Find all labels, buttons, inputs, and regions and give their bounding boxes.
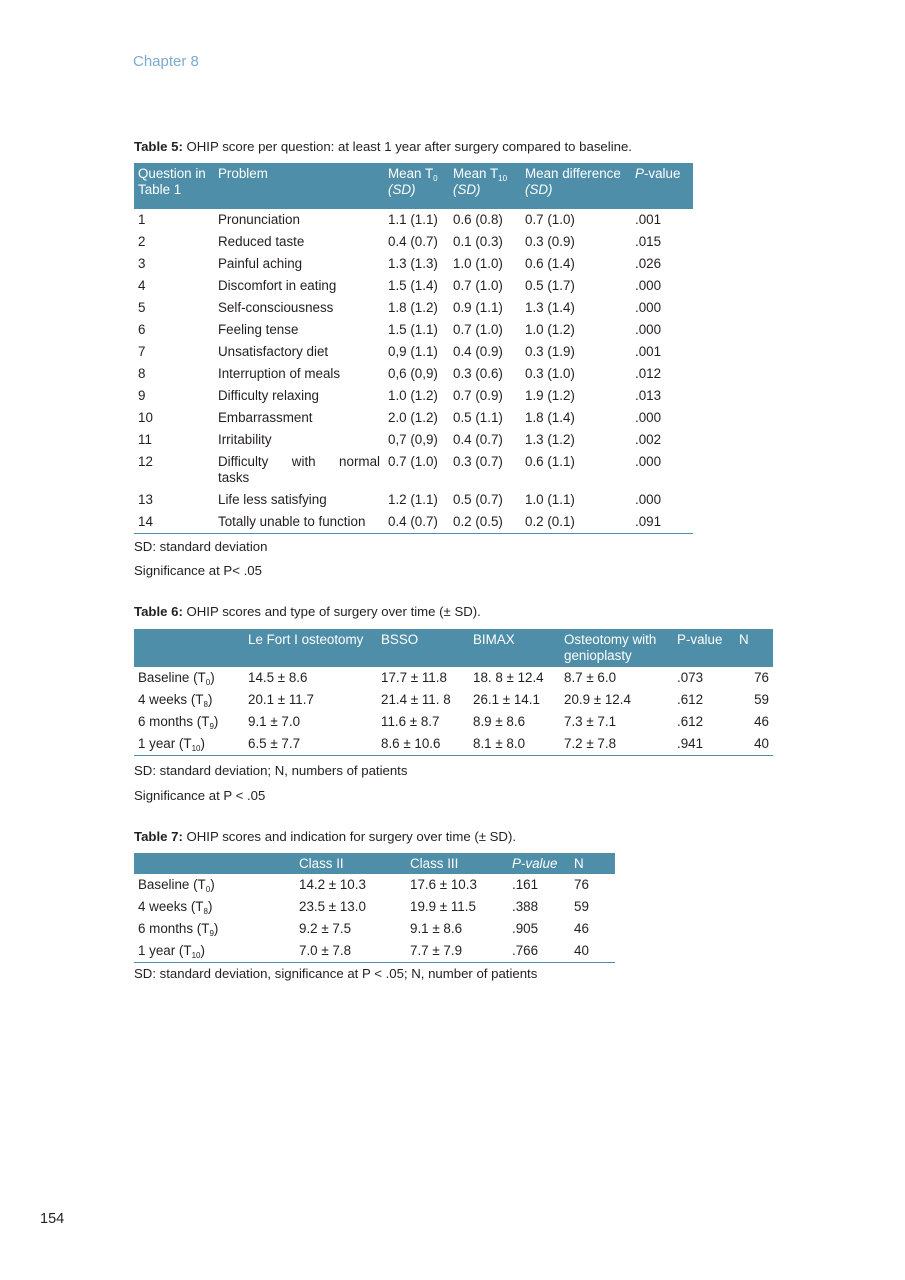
problem-cell (214, 489, 384, 511)
question-number: 6 (138, 322, 146, 337)
table5-header-mean-t10-text: Mean T (453, 166, 499, 181)
class-ii-value: 9.2 ± 7.5 (299, 921, 352, 936)
table5-header-mean-t0-sub: 0 (433, 174, 438, 183)
table6-note-significance: Significance at P < .05 (134, 788, 266, 803)
class-ii-value: 14.2 ± 10.3 (299, 877, 366, 892)
table5-header-mean-t10-sd: (SD) (453, 182, 481, 197)
table5-header-mean-diff-text: Mean difference (525, 166, 621, 181)
mean-t10-value: 0.3 (0.6) (453, 366, 503, 381)
bsso-value: 17.7 ± 11.8 (381, 670, 447, 685)
class-iii-value: 19.9 ± 11.5 (410, 899, 476, 914)
table7-header-row (134, 853, 615, 874)
mean-difference-value: 1.0 (1.1) (525, 492, 575, 507)
mean-difference-value: 1.3 (1.2) (525, 432, 575, 447)
time-label-sub: 8 (203, 907, 208, 916)
table5-note-significance: Significance at P< .05 (134, 563, 262, 578)
mean-difference-value: 1.0 (1.2) (525, 322, 575, 337)
table7-header-p-value: P-value (508, 853, 570, 874)
mean-t0-value: 1.2 (1.1) (388, 492, 438, 507)
question-number: 2 (138, 234, 146, 249)
problem-cell (214, 209, 384, 231)
table-row (134, 231, 693, 253)
mean-difference-value: 0.3 (1.0) (525, 366, 575, 381)
mean-t0-value: 2.0 (1.2) (388, 410, 438, 425)
table5-header-mean-diff (521, 163, 631, 209)
mean-t0-value: 0.4 (0.7) (384, 511, 449, 533)
n-value: 46 (574, 921, 589, 936)
table5-header-problem: Problem (214, 163, 384, 209)
question-number: 11 (138, 432, 152, 447)
class-ii-value: 23.5 ± 13.0 (299, 899, 366, 914)
problem-text: Discomfort in eating (218, 278, 337, 293)
question-number: 7 (138, 344, 146, 359)
problem-cell (214, 253, 384, 275)
time-label-text: 1 year (T (138, 943, 192, 958)
mean-t0-value: 1.0 (1.2) (388, 388, 438, 403)
table-row (134, 385, 693, 407)
table6-header-empty (134, 629, 244, 667)
question-number: 3 (138, 256, 146, 271)
p-value: .941 (673, 733, 735, 755)
time-label-sub: 0 (205, 678, 211, 687)
time-label: 6 months $(T_9)$ (138, 714, 219, 731)
problem-text: Irritability (218, 432, 272, 447)
table-row (134, 407, 693, 429)
p-value: .013 (635, 388, 662, 403)
table5-header-question: Question in Table 1 (134, 163, 214, 209)
n-value: 59 (754, 692, 769, 707)
mean-t10-value: 0.7 (0.9) (453, 388, 503, 403)
problem-cell (214, 341, 384, 363)
time-label: 1 year $(T_{10})$ (134, 940, 295, 962)
time-label-sub: 0 (205, 885, 211, 894)
table-row (134, 940, 615, 962)
table5-header-mean-diff-sd: (SD) (525, 182, 553, 197)
question-number: 12 (138, 454, 153, 469)
problem-cell (214, 511, 384, 533)
genioplasty-value: 7.3 ± 7.1 (564, 714, 617, 729)
problem-text: Painful aching (218, 256, 303, 271)
problem-text: Reduced taste (218, 234, 305, 249)
mean-difference-value: 1.9 (1.2) (525, 388, 575, 403)
table7 (134, 853, 615, 963)
table6-header-bsso: BSSO (377, 629, 469, 667)
table7-caption (134, 829, 516, 844)
mean-t10-value: 0.4 (0.9) (453, 344, 503, 359)
table6-note-sd: SD: standard deviation; N, numbers of patients (134, 763, 408, 778)
table-row (134, 429, 693, 451)
table6-header-row (134, 629, 773, 667)
question-number: 1 (138, 212, 146, 227)
mean-t0-value: 0,6 (0,9) (388, 366, 438, 381)
p-value: .015 (635, 234, 662, 249)
page-number: 154 (40, 1211, 65, 1227)
time-label-text: Baseline (T (138, 670, 206, 685)
mean-t0-value: 0,9 (1.1) (388, 344, 438, 359)
table5 (134, 163, 693, 534)
problem-cell (214, 407, 384, 429)
time-label: 1 year $(T_{10})$ (134, 733, 244, 755)
p-value: .002 (635, 432, 662, 447)
table7-header-n: N (570, 853, 615, 874)
mean-t0-value: 1.3 (1.3) (388, 256, 438, 271)
problem-cell (214, 429, 384, 451)
problem-cell (214, 297, 384, 319)
table7-header-class-ii: Class II (295, 853, 406, 874)
lefort-value: 6.5 ± 7.7 (244, 733, 377, 755)
mean-t10-value: 0.7 (1.0) (453, 278, 503, 293)
n-value: 59 (574, 899, 589, 914)
chapter-title: Chapter 8 (133, 53, 199, 70)
problem-text-continued: tasks (218, 470, 250, 485)
table5-caption-text: OHIP score per question: at least 1 year after surgery compared to baseline. (182, 139, 632, 154)
table-row (134, 511, 693, 533)
question-number: 8 (138, 366, 146, 381)
time-label: Baseline $(T_0)$ (138, 877, 215, 894)
question-number: 5 (138, 300, 146, 315)
mean-t0-value: 1.5 (1.4) (388, 278, 438, 293)
mean-difference-value: 0.5 (1.7) (525, 278, 575, 293)
table6-header-bimax: BIMAX (469, 629, 560, 667)
problem-cell (214, 275, 384, 297)
genioplasty-value: 8.7 ± 6.0 (564, 670, 617, 685)
time-label: Baseline $(T_0)$ (138, 670, 215, 687)
class-iii-value: 9.1 ± 8.6 (410, 921, 463, 936)
p-value: .091 (631, 511, 693, 533)
table-row (134, 874, 615, 896)
table-row (134, 489, 693, 511)
bsso-value: 21.4 ± 11. 8 (381, 692, 451, 707)
table-row (134, 711, 773, 733)
bimax-value: 8.1 ± 8.0 (469, 733, 560, 755)
table-row (134, 275, 693, 297)
table-row (134, 689, 773, 711)
time-label-sub: 10 (191, 744, 201, 753)
question-number: 13 (138, 492, 153, 507)
mean-difference-value: 1.8 (1.4) (525, 410, 575, 425)
problem-cell (214, 319, 384, 341)
table-row (134, 209, 693, 231)
p-value: .000 (635, 278, 662, 293)
table5-header-mean-t10 (449, 163, 521, 209)
table5-caption-label: Table 5: (134, 139, 183, 154)
mean-difference-value: 0.3 (1.9) (525, 344, 575, 359)
mean-t0-value: 0,7 (0,9) (388, 432, 438, 447)
p-value: .161 (512, 877, 539, 892)
mean-t10-value: 0.5 (0.7) (453, 492, 503, 507)
table7-caption-label: Table 7: (134, 829, 183, 844)
p-value: .012 (635, 366, 662, 381)
question-number: 10 (138, 410, 153, 425)
problem-cell (214, 231, 384, 253)
table6-header-n: N (735, 629, 773, 667)
p-value: .000 (635, 322, 662, 337)
problem-text: Life less satisfying (218, 492, 327, 507)
lefort-value: 14.5 ± 8.6 (248, 670, 308, 685)
mean-t10-value: 0.9 (1.1) (453, 300, 503, 315)
table6-header-p-value: P-value (673, 629, 735, 667)
time-label-sub: 9 (209, 722, 214, 731)
time-label-text: 1 year (T (138, 736, 192, 751)
mean-t0-value: 1.5 (1.1) (388, 322, 438, 337)
bimax-value: 18. 8 ± 12.4 (473, 670, 544, 685)
mean-t10-value: 0.2 (0.5) (449, 511, 521, 533)
table5-caption (134, 139, 632, 154)
table7-note: SD: standard deviation, significance at P < .05; N, number of patients (134, 966, 538, 981)
table6-caption (134, 604, 481, 619)
table6 (134, 629, 773, 756)
mean-difference-value: 0.6 (1.1) (525, 454, 575, 469)
table5-header-p-italic: P (635, 166, 644, 181)
mean-t10-value: 1.0 (1.0) (453, 256, 503, 271)
table5-note-sd: SD: standard deviation (134, 539, 268, 554)
mean-difference-value: 1.3 (1.4) (525, 300, 575, 315)
table5-header-mean-t10-sub: 10 (498, 174, 508, 183)
mean-t10-value: 0.4 (0.7) (453, 432, 503, 447)
p-value: .000 (635, 410, 662, 425)
time-label-text: 4 weeks (T (138, 899, 204, 914)
bsso-value: 8.6 ± 10.6 (377, 733, 469, 755)
table5-header-mean-t0-text: Mean T (388, 166, 434, 181)
time-label-sub: 8 (203, 700, 208, 709)
table-row (134, 363, 693, 385)
table-row (134, 297, 693, 319)
table7-caption-text: OHIP scores and indication for surgery over time (± SD). (182, 829, 516, 844)
table-row (134, 896, 615, 918)
genioplasty-value: 20.9 ± 12.4 (564, 692, 631, 707)
p-value: .388 (512, 899, 539, 914)
problem-text: Feeling tense (218, 322, 299, 337)
table5-header-p-value (631, 163, 693, 209)
class-iii-value: 7.7 ± 7.9 (406, 940, 508, 962)
time-label-text: 6 months (T (138, 714, 210, 729)
problem-text: Interruption of meals (218, 366, 341, 381)
mean-t10-value: 0.5 (1.1) (453, 410, 503, 425)
problem-text: Pronunciation (218, 212, 300, 227)
table6-caption-text: OHIP scores and type of surgery over time (± SD). (182, 604, 481, 619)
mean-t0-value: 0.4 (0.7) (388, 234, 438, 249)
table-row (134, 253, 693, 275)
mean-t0-value: 1.1 (1.1) (388, 212, 438, 227)
table7-header-class-iii: Class III (406, 853, 508, 874)
question-number: 4 (138, 278, 146, 293)
table-row (134, 341, 693, 363)
p-value: .001 (635, 344, 662, 359)
mean-t0-value: 0.7 (1.0) (388, 454, 438, 469)
time-label-text: 4 weeks (T (138, 692, 204, 707)
mean-t10-value: 0.1 (0.3) (453, 234, 503, 249)
problem-text: Difficulty relaxing (218, 388, 319, 403)
p-value: .905 (512, 921, 539, 936)
table-row (134, 451, 693, 489)
n-value: 40 (570, 940, 615, 962)
mean-t10-value: 0.3 (0.7) (453, 454, 503, 469)
p-value: .000 (635, 492, 662, 507)
mean-difference-value: 0.7 (1.0) (525, 212, 575, 227)
p-value: .000 (635, 300, 662, 315)
table5-header-mean-t0 (384, 163, 449, 209)
table5-header-mean-t0-sd: (SD) (388, 182, 416, 197)
bsso-value: 11.6 ± 8.7 (381, 714, 440, 729)
time-label-text: 6 months (T (138, 921, 210, 936)
p-value: .612 (677, 714, 704, 729)
problem-text: Totally unable to function (218, 514, 366, 529)
mean-t10-value: 0.7 (1.0) (453, 322, 503, 337)
table5-header-p-rest: -value (643, 166, 681, 181)
n-value: 46 (754, 714, 769, 729)
p-value: .001 (635, 212, 662, 227)
table-row (134, 319, 693, 341)
table6-caption-label: Table 6: (134, 604, 183, 619)
problem-cell (214, 451, 384, 489)
table6-header-genioplasty: Osteotomy with genioplasty (560, 629, 673, 667)
time-label-sub: 10 (191, 951, 201, 960)
p-value: .026 (635, 256, 662, 271)
p-value: .766 (508, 940, 570, 962)
time-label: 4 weeks $(T_8)$ (138, 692, 213, 709)
mean-difference-value: 0.3 (0.9) (525, 234, 575, 249)
class-iii-value: 17.6 ± 10.3 (410, 877, 477, 892)
n-value: 40 (735, 733, 773, 755)
lefort-value: 20.1 ± 11.7 (248, 692, 314, 707)
problem-cell (214, 385, 384, 407)
mean-difference-value: 0.2 (0.1) (521, 511, 631, 533)
bimax-value: 26.1 ± 14.1 (473, 692, 540, 707)
lefort-value: 9.1 ± 7.0 (248, 714, 301, 729)
p-value: .073 (677, 670, 704, 685)
table6-header-lefort: Le Fort I osteotomy (244, 629, 377, 667)
time-label-text: Baseline (T (138, 877, 206, 892)
bimax-value: 8.9 ± 8.6 (473, 714, 526, 729)
mean-t10-value: 0.6 (0.8) (453, 212, 503, 227)
mean-difference-value: 0.6 (1.4) (525, 256, 575, 271)
table-row (134, 733, 773, 755)
n-value: 76 (574, 877, 589, 892)
table5-header-row (134, 163, 693, 209)
mean-t0-value: 1.8 (1.2) (388, 300, 438, 315)
genioplasty-value: 7.2 ± 7.8 (560, 733, 673, 755)
p-value: .612 (677, 692, 704, 707)
table-row (134, 918, 615, 940)
problem-text: Difficulty with normal (218, 454, 380, 469)
p-value: .000 (635, 454, 662, 469)
question-number: 9 (138, 388, 146, 403)
time-label-sub: 9 (209, 929, 214, 938)
problem-text: Unsatisfactory diet (218, 344, 329, 359)
problem-text: Embarrassment (218, 410, 313, 425)
question-number: 14 (134, 511, 214, 533)
time-label: 4 weeks $(T_8)$ (138, 899, 213, 916)
problem-text: Self-consciousness (218, 300, 334, 315)
time-label: 6 months $(T_9)$ (138, 921, 219, 938)
problem-cell (214, 363, 384, 385)
table7-header-empty (134, 853, 295, 874)
class-ii-value: 7.0 ± 7.8 (295, 940, 406, 962)
table-row (134, 667, 773, 689)
n-value: 76 (754, 670, 769, 685)
